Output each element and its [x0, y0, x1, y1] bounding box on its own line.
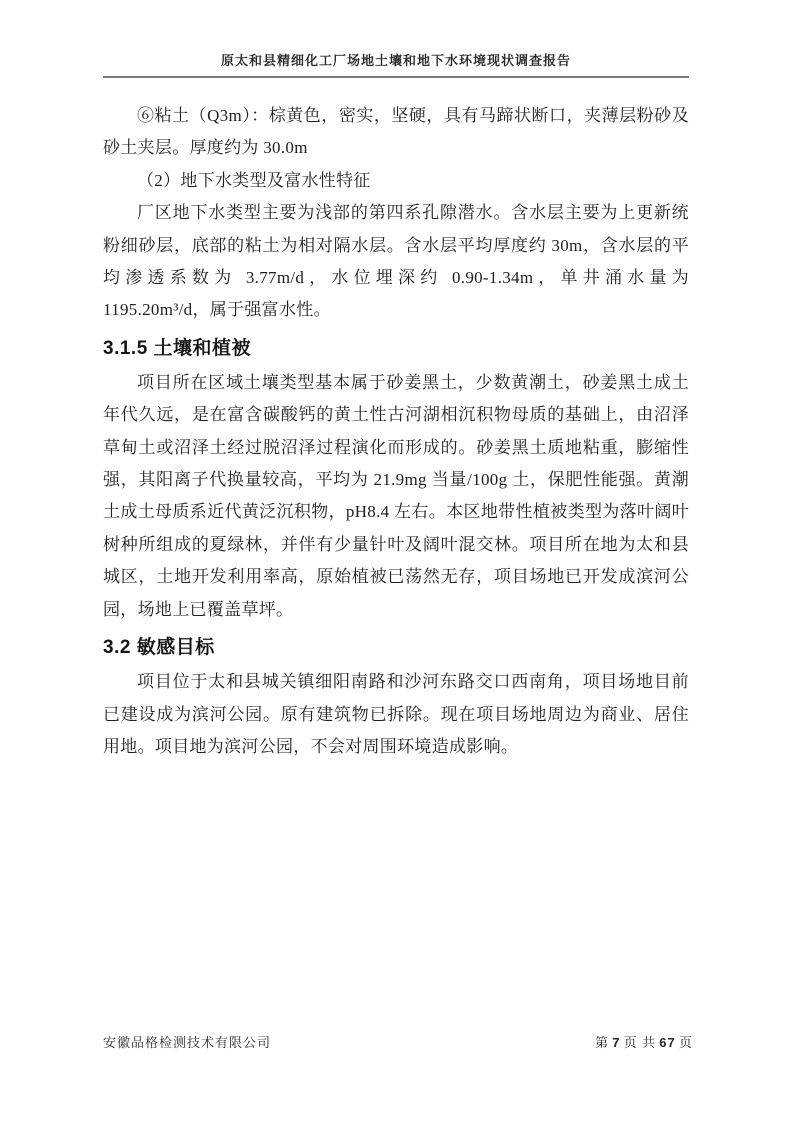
paragraph-soil-vegetation: 项目所在区域土壤类型基本属于砂姜黑土，少数黄潮土，砂姜黑土成土年代久远，是在富含碳酸钙的黄土性古河湖相沉积物母质的基础上，由沼泽草甸土或沼泽土经过脱沼泽过程演化而形成的。砂姜黑土质地粘重，膨缩性强，其阳离子代换量较高，平均为 21.9mg 当量/100g 土，保肥性能强。黄潮土成土母质系近代黄泛沉积物，pH8.4 左右。本区地带性植被类型为落叶阔叶树种所组成的夏绿林，并伴有少量针叶及阔叶混交林。项目所在地为太和县城区，土地开发利用率高，原始植被已荡然无存，项目场地已开发成滨河公园，场地上已覆盖草坪。: [103, 372, 689, 619]
page-footer: [103, 1032, 693, 1051]
page-header: [103, 50, 689, 78]
paragraph-sensitive-targets: 项目位于太和县城关镇细阳南路和沙河东路交口西南角，项目场地目前已建设成为滨河公园。原有建筑物已拆除。现在项目场地周边为商业、居住用地。项目地为滨河公园，不会对周围环境造成影响。: [103, 672, 689, 756]
footer-page-suffix: 页: [678, 1035, 693, 1050]
footer-page-current: 7: [612, 1035, 621, 1050]
paragraph-groundwater-subtitle: （2）地下水类型及富水性特征: [137, 170, 371, 190]
paragraph-groundwater-characteristics: 厂区地下水类型主要为浅部的第四系孔隙潜水。含水层主要为上更新统粉细砂层，底部的粘土为相对隔水层。含水层平均厚度约 30m，含水层的平均渗透系数为 3.77m/d，水位埋深约 0.90-1.34m，单井涌水量为 1195.20m³/d，属于强富水性。: [103, 203, 689, 320]
section-heading-soil-vegetation: 3.1.5 土壤和植被: [103, 337, 252, 359]
report-title: 原太和县精细化工厂场地土壤和地下水环境现状调查报告: [220, 53, 571, 68]
footer-page-number: [595, 1032, 693, 1051]
paragraph-clay-layer: ⑥粘土（Q3m）：棕黄色，密实，坚硬，具有马蹄状断口，夹薄层粉砂及砂土夹层。厚度约为 30.0m: [103, 106, 689, 158]
footer-page-total: 67: [659, 1035, 676, 1050]
section-heading-sensitive-targets: 3.2 敏感目标: [103, 637, 215, 659]
footer-company-name: 安徽品格检测技术有限公司: [103, 1035, 272, 1050]
footer-page-middle: 页 共: [623, 1035, 657, 1050]
footer-page-prefix: 第: [595, 1035, 610, 1050]
page-content: [103, 100, 689, 763]
